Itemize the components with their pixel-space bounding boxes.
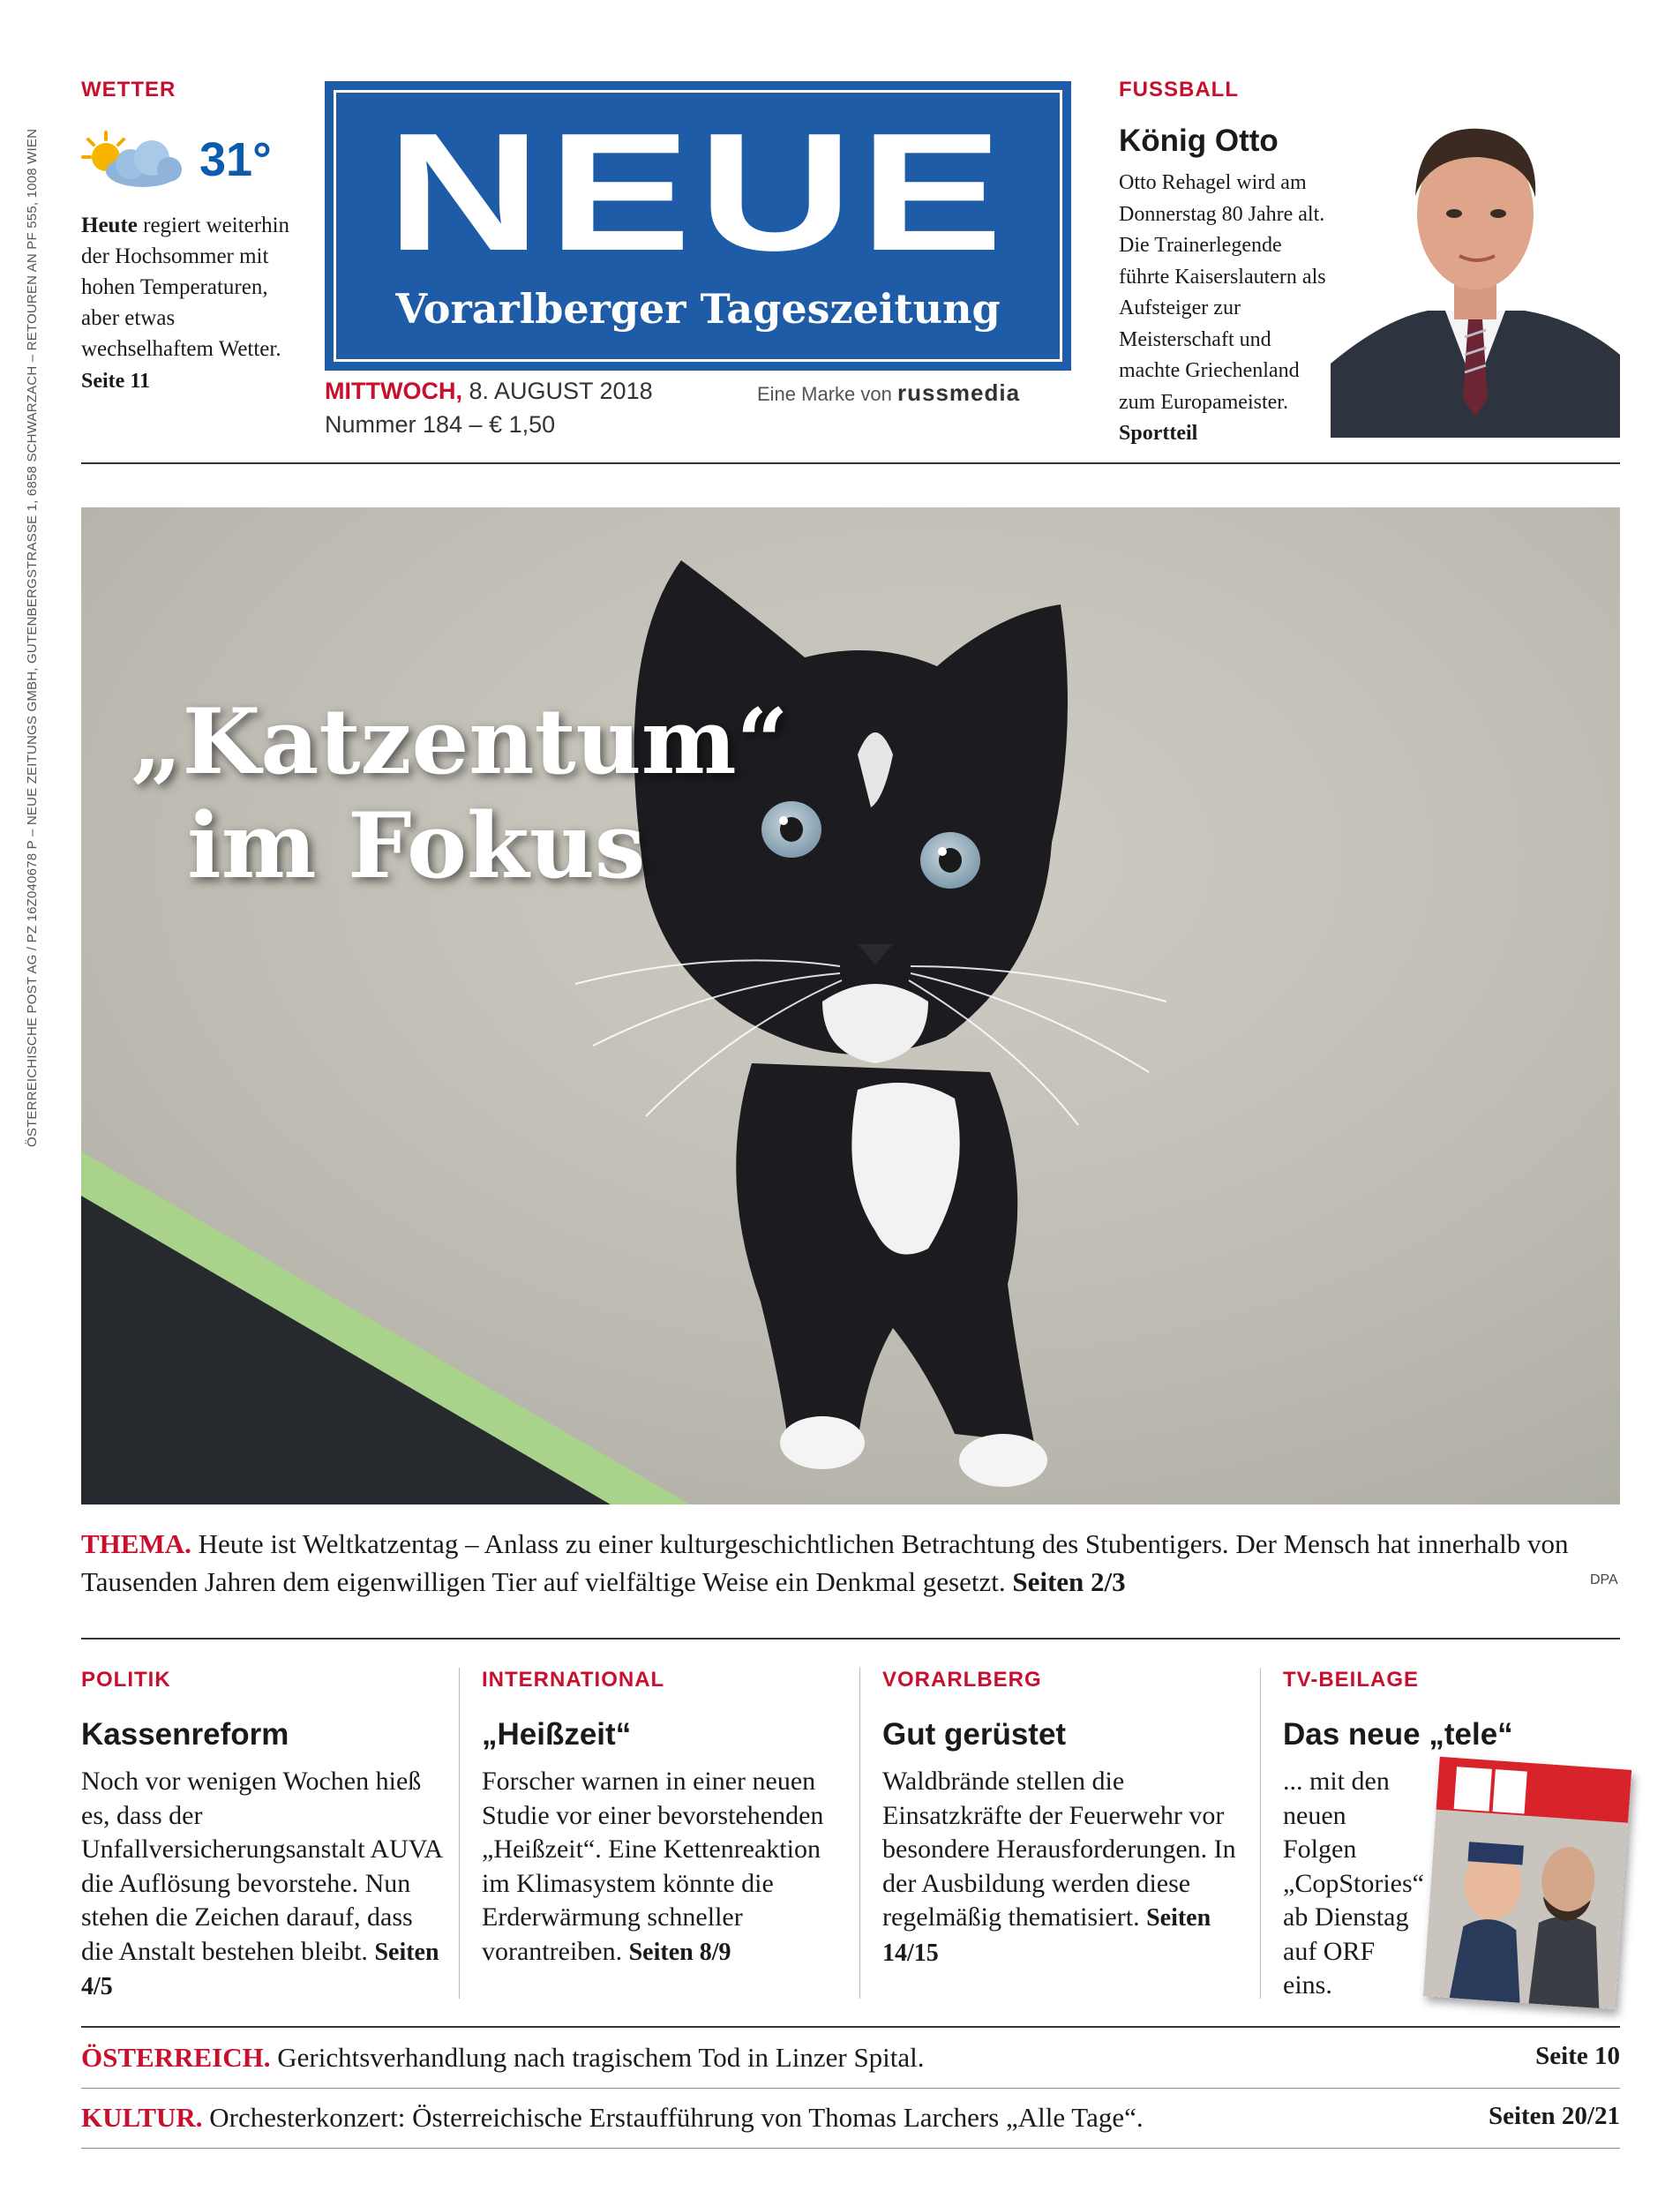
weather-body: regiert weiterhin der Hochsommer mit hohen Temperaturen, aber etwas wechselhaftem Wetter. [81, 214, 290, 361]
thema-text [81, 1525, 1608, 1601]
headline-line1: „Katzentum“ [131, 689, 789, 795]
hero-headline[interactable] [131, 690, 788, 898]
hero-photo-kitten[interactable] [81, 507, 1620, 1504]
teaser-title: „Heißzeit“ [482, 1717, 632, 1752]
teaser-politik[interactable] [81, 1668, 443, 2005]
header-rule [81, 462, 1620, 464]
teaser-page-ref[interactable]: Seiten 8/9 [628, 1938, 731, 1966]
weather-kicker: WETTER [81, 78, 176, 101]
bottom-rule [81, 2088, 1620, 2089]
teaser-text [1283, 1765, 1424, 2003]
bottom-page-ref[interactable]: Seite 10 [1535, 2042, 1620, 2070]
teaser-kicker: TV-BEILAGE [1283, 1668, 1420, 1692]
thema-label: THEMA. [81, 1528, 191, 1559]
teaser-text [81, 1765, 443, 2005]
brand-name: russmedia [896, 379, 1021, 406]
thema-rule [81, 1638, 1620, 1639]
column-divider [859, 1668, 860, 1999]
bottom-label: KULTUR. [81, 2102, 203, 2133]
teaser-oesterreich[interactable] [81, 2042, 1620, 2074]
teaser-title: Kassenreform [81, 1717, 289, 1752]
teaser-kultur[interactable] [81, 2102, 1620, 2134]
date: 8. AUGUST 2018 [469, 378, 653, 404]
teaser-text [482, 1765, 844, 1970]
photo-credit: DPA [1590, 1572, 1618, 1587]
football-title: König Otto [1119, 124, 1279, 158]
headline-line2: im Fokus [187, 793, 646, 899]
teaser-kicker: INTERNATIONAL [482, 1668, 665, 1692]
masthead-subtitle: Vorarlberger Tageszeitung [395, 285, 1001, 333]
teaser-body: Waldbrände stellen die Einsatzkräfte der Feuerwehr vor besondere Herausforderungen. In der Ausbildung werden diese regelmäßig thematisiert. [882, 1767, 1236, 1932]
temperature: 31° [199, 133, 272, 186]
issue-date [325, 378, 653, 405]
teaser-title: Das neue „tele“ [1283, 1717, 1513, 1752]
publisher-brand [757, 379, 1020, 407]
football-teaser[interactable] [1119, 78, 1335, 450]
teaser-page-ref[interactable]: Seiten 4/5 [81, 1938, 439, 2000]
column-divider [1260, 1668, 1261, 1999]
teaser-kicker: POLITIK [81, 1668, 171, 1692]
masthead[interactable] [325, 81, 1071, 371]
tele-magazine-cover[interactable] [1423, 1757, 1631, 2010]
bottom-label: ÖSTERREICH. [81, 2042, 271, 2073]
teaser-body: ... mit den neuen Folgen „CopStories“ ab Dienstag auf ORF eins. [1283, 1767, 1424, 2000]
teaser-international[interactable] [482, 1668, 844, 1970]
weather-lead: Heute [81, 214, 138, 237]
brand-prefix: Eine Marke von [757, 383, 892, 405]
teaser-body: Forscher warnen in einer neuen Studie vor einer bevorstehenden „Heißzeit“. Eine Kettenreaktion im Klimasystem könnte die Erderwärmung schneller vorantreiben. [482, 1767, 824, 1966]
masthead-logo: NEUE [386, 99, 1010, 286]
sun-behind-cloud-icon [81, 129, 187, 191]
weekday: MITTWOCH, [325, 378, 462, 404]
teaser-page-ref[interactable]: Seiten 14/15 [882, 1904, 1211, 1967]
issue-number-price: Nummer 184 – € 1,50 [325, 411, 556, 438]
teaser-kicker: VORARLBERG [882, 1668, 1042, 1692]
teaser-title: Gut gerüstet [882, 1717, 1067, 1752]
football-body: Otto Rehagel wird am Donnerstag 80 Jahre alt. Die Trainerlegende führte Kaiserslautern als Aufsteiger zur Meisterschaft und machte Griechenland zum Europameister. [1119, 171, 1326, 414]
columns-rule [81, 2026, 1620, 2028]
thema-body: Heute ist Weltkatzentag – Anlass zu einer kulturgeschichtlichen Betrachtung des Stubentigers. Der Mensch hat innerhalb von Tausenden Jahren dem eigenwilligen Tier auf vielfältige Weise ein Denkmal gesetzt. [81, 1528, 1569, 1597]
football-text [1119, 168, 1335, 450]
bottom-text: Orchesterkonzert: Österreichische Erstaufführung von Thomas Larchers „Alle Tage“. [209, 2102, 1144, 2133]
football-kicker: FUSSBALL [1119, 78, 1239, 101]
footer-rule [81, 2148, 1620, 2149]
football-page-ref[interactable]: Sportteil [1119, 422, 1198, 445]
portrait-photo [1331, 99, 1620, 438]
bottom-text: Gerichtsverhandlung nach tragischem Tod in Linzer Spital. [277, 2042, 925, 2073]
teaser-vorarlberg[interactable] [882, 1668, 1244, 1970]
postal-imprint: ÖSTERREICHISCHE POST AG / PZ 16Z040678 P – NEUE ZEITUNGS GMBH, GUTENBERGSTRASSE 1, 6858 SCHWARZACH – RETOUREN AN PF 555, 1008 WIEN [25, 128, 40, 1147]
bottom-page-ref[interactable]: Seiten 20/21 [1488, 2102, 1620, 2130]
column-divider [459, 1668, 460, 1999]
teaser-body: Noch vor wenigen Wochen hieß es, dass der Unfallversicherungsanstalt AUVA die Auflösung bevorstehe. Nun stehen die Zeichen darauf, dass die Anstalt bestehen bleibt. [81, 1767, 442, 1966]
teaser-text [882, 1765, 1244, 1970]
thema-page-ref[interactable]: Seiten 2/3 [1012, 1566, 1126, 1597]
weather-page-ref[interactable]: Seite 11 [81, 370, 150, 393]
